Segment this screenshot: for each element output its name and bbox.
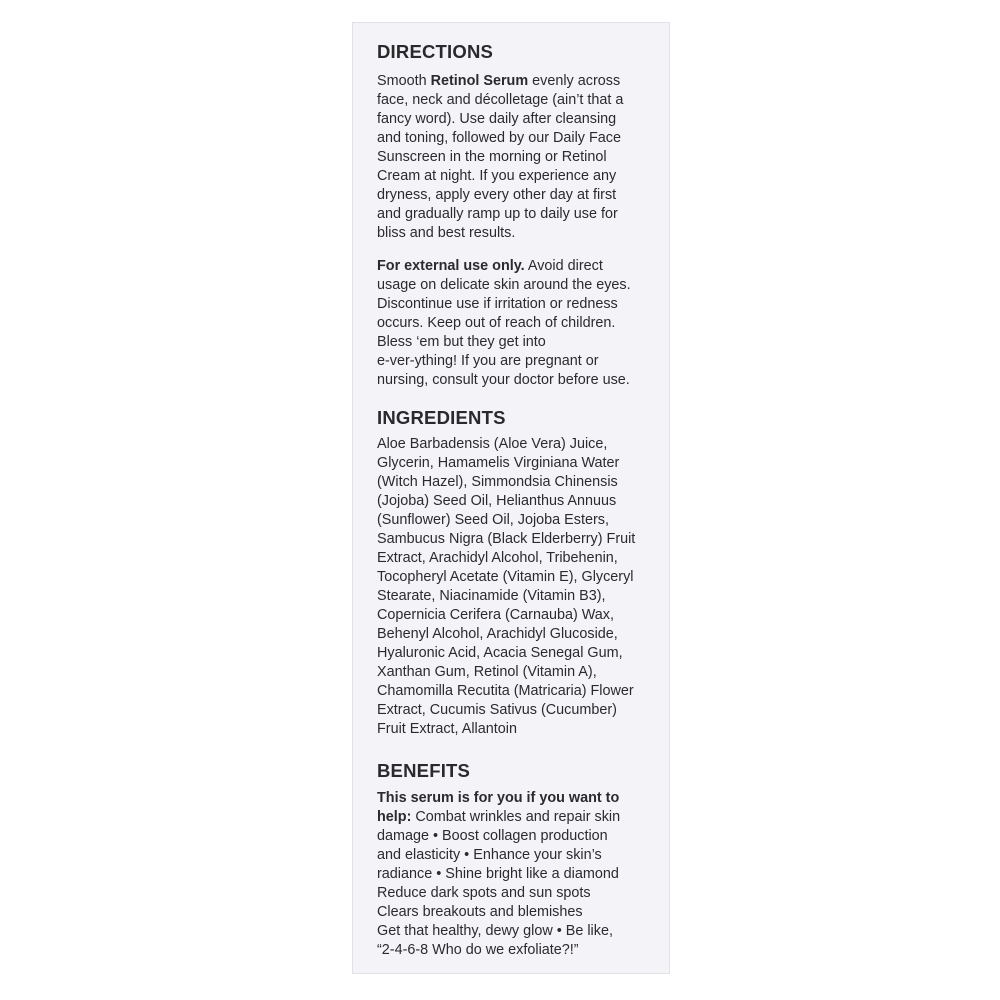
directions-line: fancy word). Use daily after cleansing: [377, 111, 617, 127]
ingredients-line: Extract, Arachidyl Alcohol, Tribehenin,: [377, 550, 618, 566]
benefits-line: Clears breakouts and blemishes: [377, 904, 583, 920]
ingredients-line: Chamomilla Recutita (Matricaria) Flower: [377, 683, 634, 699]
ingredients-line: Fruit Extract, Allantoin: [377, 721, 517, 737]
directions-line: and toning, followed by our Daily Face: [377, 130, 621, 146]
benefits-heading: BENEFITS: [377, 760, 471, 781]
ingredients-line: (Witch Hazel), Simmondsia Chinensis: [377, 474, 618, 490]
benefits-line: [377, 789, 667, 808]
benefits-help-bold: help:: [377, 809, 412, 825]
ingredients-line: Aloe Barbadensis (Aloe Vera) Juice,: [377, 436, 608, 452]
directions-intro: Smooth: [377, 73, 431, 89]
caution-line-0-rest: Avoid direct: [524, 258, 603, 274]
ingredients-line: Glycerin, Hamamelis Virginiana Water: [377, 455, 620, 471]
product-name: Retinol Serum: [430, 73, 529, 89]
benefits-line: Get that healthy, dewy glow • Be like,: [377, 923, 613, 939]
directions-line: [377, 72, 667, 91]
product-label-panel: [352, 22, 670, 974]
external-use-warning: For external use only.: [377, 258, 525, 274]
caution-line: usage on delicate skin around the eyes.: [377, 277, 631, 293]
directions-line-0-rest: evenly across: [528, 73, 621, 89]
benefits-line: Reduce dark spots and sun spots: [377, 885, 591, 901]
directions-text: [377, 72, 667, 243]
ingredients-line: Hyaluronic Acid, Acacia Senegal Gum,: [377, 645, 623, 661]
caution-line: e-ver-ything! If you are pregnant or: [377, 353, 599, 369]
caution-line: [377, 257, 667, 276]
ingredients-line: Behenyl Alcohol, Arachidyl Glucoside,: [377, 626, 618, 642]
directions-line: dryness, apply every other day at first: [377, 187, 617, 203]
benefits-line: [377, 808, 667, 827]
benefits-line: and elasticity • Enhance your skin’s: [377, 847, 602, 863]
caution-text: [377, 257, 667, 390]
ingredients-line: Xanthan Gum, Retinol (Vitamin A),: [377, 664, 597, 680]
ingredients-line: (Jojoba) Seed Oil, Helianthus Annuus: [377, 493, 617, 509]
caution-line: occurs. Keep out of reach of children.: [377, 315, 616, 331]
ingredients-line: Sambucus Nigra (Black Elderberry) Fruit: [377, 531, 636, 547]
directions-line: and gradually ramp up to daily use for: [377, 206, 618, 222]
directions-line: face, neck and décolletage (ain’t that a: [377, 92, 624, 108]
benefits-line: damage • Boost collagen production: [377, 828, 608, 844]
ingredients-line: (Sunflower) Seed Oil, Jojoba Esters,: [377, 512, 609, 528]
directions-line: bliss and best results.: [377, 225, 516, 241]
benefits-line: radiance • Shine bright like a diamond: [377, 866, 619, 882]
benefits-line-1-rest: Combat wrinkles and repair skin: [411, 809, 621, 825]
directions-line: Sunscreen in the morning or Retinol: [377, 149, 607, 165]
caution-line: Bless ‘em but they get into: [377, 334, 546, 350]
ingredients-line: Extract, Cucumis Sativus (Cucumber): [377, 702, 617, 718]
benefits-text: [377, 789, 667, 960]
caution-line: nursing, consult your doctor before use.: [377, 372, 630, 388]
ingredients-line: Copernicia Cerifera (Carnauba) Wax,: [377, 607, 615, 623]
ingredients-line: Tocopheryl Acetate (Vitamin E), Glyceryl: [377, 569, 634, 585]
ingredients-line: Stearate, Niacinamide (Vitamin B3),: [377, 588, 606, 604]
benefits-intro-bold: This serum is for you if you want to: [377, 790, 620, 806]
caution-line: Discontinue use if irritation or redness: [377, 296, 618, 312]
directions-line: Cream at night. If you experience any: [377, 168, 617, 184]
ingredients-text: [377, 435, 667, 739]
ingredients-heading: INGREDIENTS: [377, 407, 506, 428]
directions-heading: DIRECTIONS: [377, 41, 494, 62]
benefits-line: “2-4-6-8 Who do we exfoliate?!”: [377, 942, 579, 958]
